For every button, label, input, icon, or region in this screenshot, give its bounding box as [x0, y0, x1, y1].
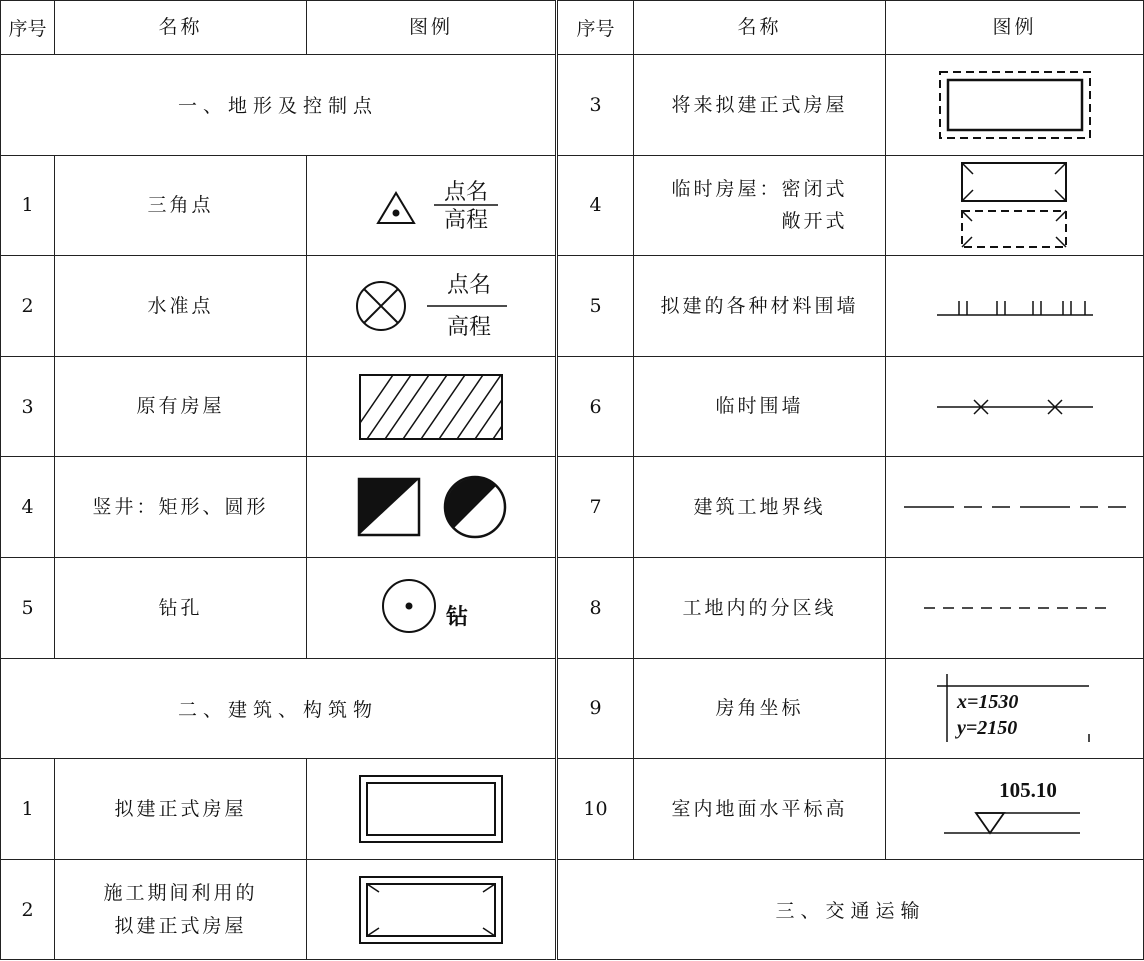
existing-building-symbol [357, 372, 505, 442]
label-x-coordinate: x=1530 [956, 691, 1018, 714]
triangulation-point-symbol [356, 173, 506, 237]
site-boundary-symbol-cell [886, 457, 1144, 558]
table-row [1, 859, 1144, 960]
corner-coordinate-symbol-cell [886, 658, 1144, 759]
header-symbol-left: 图例 [307, 1, 557, 55]
header-name-right: 名称 [634, 1, 886, 55]
row-num: 3 [1, 356, 55, 457]
temporary-housing-symbol [957, 159, 1073, 251]
row-num: 6 [557, 356, 634, 457]
header-row [1, 1, 1144, 55]
row-num: 5 [557, 256, 634, 357]
name-line-2: 拟建正式房屋 [114, 914, 247, 937]
row-name: 房角坐标 [634, 658, 886, 759]
planned-building-symbol [357, 773, 505, 845]
site-boundary-symbol [902, 492, 1128, 522]
construction-use-building-symbol-cell [307, 859, 557, 960]
label-elevation: 高程 [443, 208, 489, 234]
header-num-left: 序号 [1, 1, 55, 55]
section-transport-title: 三、交通运输 [557, 859, 1144, 960]
shaft-symbol [351, 471, 511, 543]
table-row [1, 658, 1144, 759]
label-point-name: 点名 [443, 180, 489, 206]
row-num: 4 [1, 457, 55, 558]
row-name: 三角点 [55, 155, 307, 256]
label-elevation: 高程 [446, 314, 492, 340]
name-line-2: 敞开式 [781, 210, 848, 233]
row-num: 1 [1, 759, 55, 860]
label-drill: 钻 [445, 604, 469, 630]
row-num: 3 [557, 55, 634, 156]
name-line-1: 临时房屋：密闭式 [671, 178, 848, 201]
table-row [1, 457, 1144, 558]
table-row [1, 356, 1144, 457]
row-num: 1 [1, 155, 55, 256]
row-num: 4 [557, 155, 634, 256]
row-num: 10 [557, 759, 634, 860]
table-row [1, 256, 1144, 357]
header-num-right: 序号 [557, 1, 634, 55]
row-num: 9 [557, 658, 634, 759]
header-name-left: 名称 [55, 1, 307, 55]
planned-building-symbol-cell [307, 759, 557, 860]
row-name: 室内地面水平标高 [634, 759, 886, 860]
row-name [55, 859, 307, 960]
row-num: 2 [1, 256, 55, 357]
row-name [634, 155, 886, 256]
row-name: 将来拟建正式房屋 [634, 55, 886, 156]
label-point-name: 点名 [446, 272, 492, 298]
row-name: 工地内的分区线 [634, 557, 886, 658]
section-buildings-title: 二、建筑、构筑物 [1, 658, 557, 759]
row-name: 拟建的各种材料围墙 [634, 256, 886, 357]
floor-elevation-symbol [940, 769, 1090, 849]
row-num: 5 [1, 557, 55, 658]
row-name: 水准点 [55, 256, 307, 357]
zone-line-symbol [922, 598, 1108, 618]
corner-coordinate-symbol [935, 672, 1095, 744]
material-fence-symbol [935, 291, 1095, 321]
label-elevation-value: 105.10 [998, 777, 1057, 802]
shaft-symbol-cell [307, 457, 557, 558]
benchmark-symbol [351, 268, 511, 344]
benchmark-symbol-cell [307, 256, 557, 357]
table-row [1, 759, 1144, 860]
material-fence-symbol-cell [886, 256, 1144, 357]
temporary-fence-symbol [935, 392, 1095, 422]
future-building-symbol [937, 69, 1093, 141]
section-terrain-title: 一、地形及控制点 [1, 55, 557, 156]
row-name: 临时围墙 [634, 356, 886, 457]
borehole-symbol-cell [307, 557, 557, 658]
header-symbol-right: 图例 [886, 1, 1144, 55]
existing-building-symbol-cell [307, 356, 557, 457]
construction-use-building-symbol [357, 874, 505, 946]
row-name: 拟建正式房屋 [55, 759, 307, 860]
borehole-symbol [381, 576, 481, 640]
row-name: 建筑工地界线 [634, 457, 886, 558]
temporary-fence-symbol-cell [886, 356, 1144, 457]
table-row [1, 55, 1144, 156]
name-line-1: 施工期间利用的 [103, 882, 258, 905]
row-num: 2 [1, 859, 55, 960]
zone-line-symbol-cell [886, 557, 1144, 658]
row-name: 原有房屋 [55, 356, 307, 457]
label-y-coordinate: y=2150 [956, 717, 1017, 740]
row-num: 8 [557, 557, 634, 658]
triangulation-symbol-cell [307, 155, 557, 256]
table-row [1, 155, 1144, 256]
temporary-housing-symbol-cell [886, 155, 1144, 256]
row-name: 钻孔 [55, 557, 307, 658]
future-building-symbol-cell [886, 55, 1144, 156]
row-name: 竖井：矩形、圆形 [55, 457, 307, 558]
floor-elevation-symbol-cell [886, 759, 1144, 860]
row-num: 7 [557, 457, 634, 558]
table-row [1, 557, 1144, 658]
